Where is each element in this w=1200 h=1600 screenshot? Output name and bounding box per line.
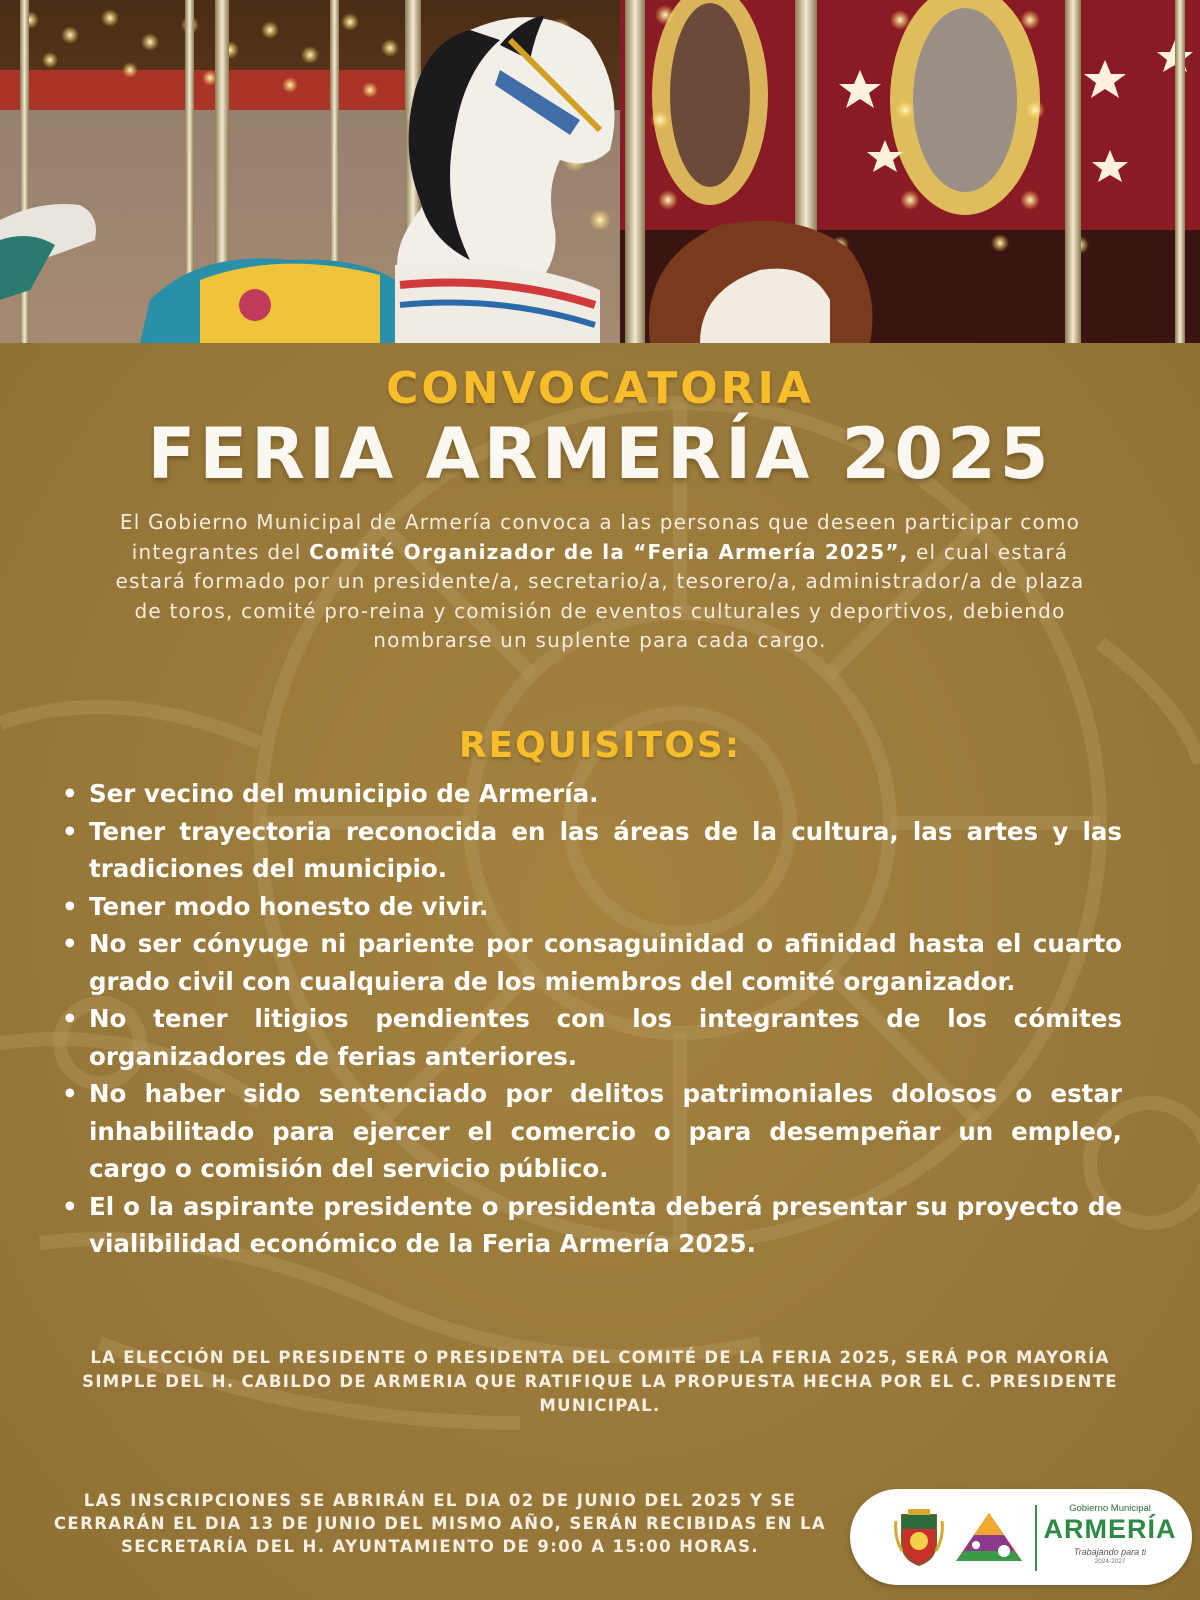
carousel-photo xyxy=(0,0,1200,343)
logo-name: ARMERÍA xyxy=(1043,1514,1177,1544)
kicker-title: CONVOCATORIA xyxy=(386,363,814,414)
intro-text-start: El Gobierno Municipal de Armería convoca a las personas que deseen participar como integrantes del xyxy=(119,510,1081,564)
mountain-logo-icon xyxy=(954,1511,1024,1563)
inscriptions-note: LAS INSCRIPCIONES SE ABRIRÁN EL DIA 02 DE JUNIO DEL 2025 Y SE CERRARÁN EL DIA 13 DE JUNIO DEL MISMO AÑO, SERÁN RECIBIDAS EN LA SECRETARÍA DEL H. AYUNTAMIENTO DE 9:00 A 15:00 HORAS. xyxy=(53,1491,827,1556)
list-item: • No tener litigios pendientes con los integrantes de los cómites organizadores de ferias anteriores. xyxy=(62,1000,1122,1075)
municipal-seal-icon xyxy=(894,1507,944,1567)
intro-text-bold: Comité Organizador de la “Feria Armería 2025”, xyxy=(309,539,909,564)
page-title: FERIA ARMERÍA 2025 xyxy=(147,413,1053,495)
logo-period: 2024-2027 xyxy=(1094,1558,1126,1565)
logo-divider xyxy=(1035,1505,1037,1571)
municipal-logo-card xyxy=(850,1489,1192,1585)
logo-subtitle: Gobierno Municipal xyxy=(1069,1503,1151,1514)
list-item: • No haber sido sentenciado por delitos patrimoniales dolosos o estar inhabilitado para ejercer el comercio o para desempeñar un empleo, cargo o comisión del servicio público. xyxy=(62,1075,1122,1188)
requirements-list xyxy=(62,775,1122,1263)
intro-text-end: el cual estará estará formado por un presidente/a, secretario/a, tesorero/a, administrador/a de plaza de toros, comité pro-reina y comisión de eventos culturales y deportivos, debiendo nombrarse un suplente para cada cargo. xyxy=(115,539,1085,652)
requirements-heading: REQUISITOS: xyxy=(458,725,742,766)
list-item: • El o la aspirante presidente o presidenta deberá presentar su proyecto de vialibilidad económico de la Feria Armería 2025. xyxy=(62,1188,1122,1263)
election-note: LA ELECCIÓN DEL PRESIDENTE O PRESIDENTA DEL COMITÉ DE LA FERIA 2025, SERÁ POR MAYORÍA SIMPLE DEL H. CABILDO DE ARMERIA QUE RATIFIQUE LA PROPUESTA HECHA POR EL C. PRESIDENTE MUNICIPAL. xyxy=(82,1348,1118,1415)
intro-paragraph xyxy=(110,508,1090,656)
logo-tagline: Trabajando para ti xyxy=(1073,1547,1147,1557)
list-item: • Tener trayectoria reconocida en las áreas de la cultura, las artes y las tradiciones del municipio. xyxy=(62,813,1122,888)
list-item: • Ser vecino del municipio de Armería. xyxy=(62,775,1122,813)
list-item: • Tener modo honesto de vivir. xyxy=(62,888,1122,926)
main-panel xyxy=(0,343,1200,1600)
list-item: • No ser cónyuge ni pariente por consaguinidad o afinidad hasta el cuarto grado civil con cualquiera de los miembros del comité organizador. xyxy=(62,925,1122,1000)
